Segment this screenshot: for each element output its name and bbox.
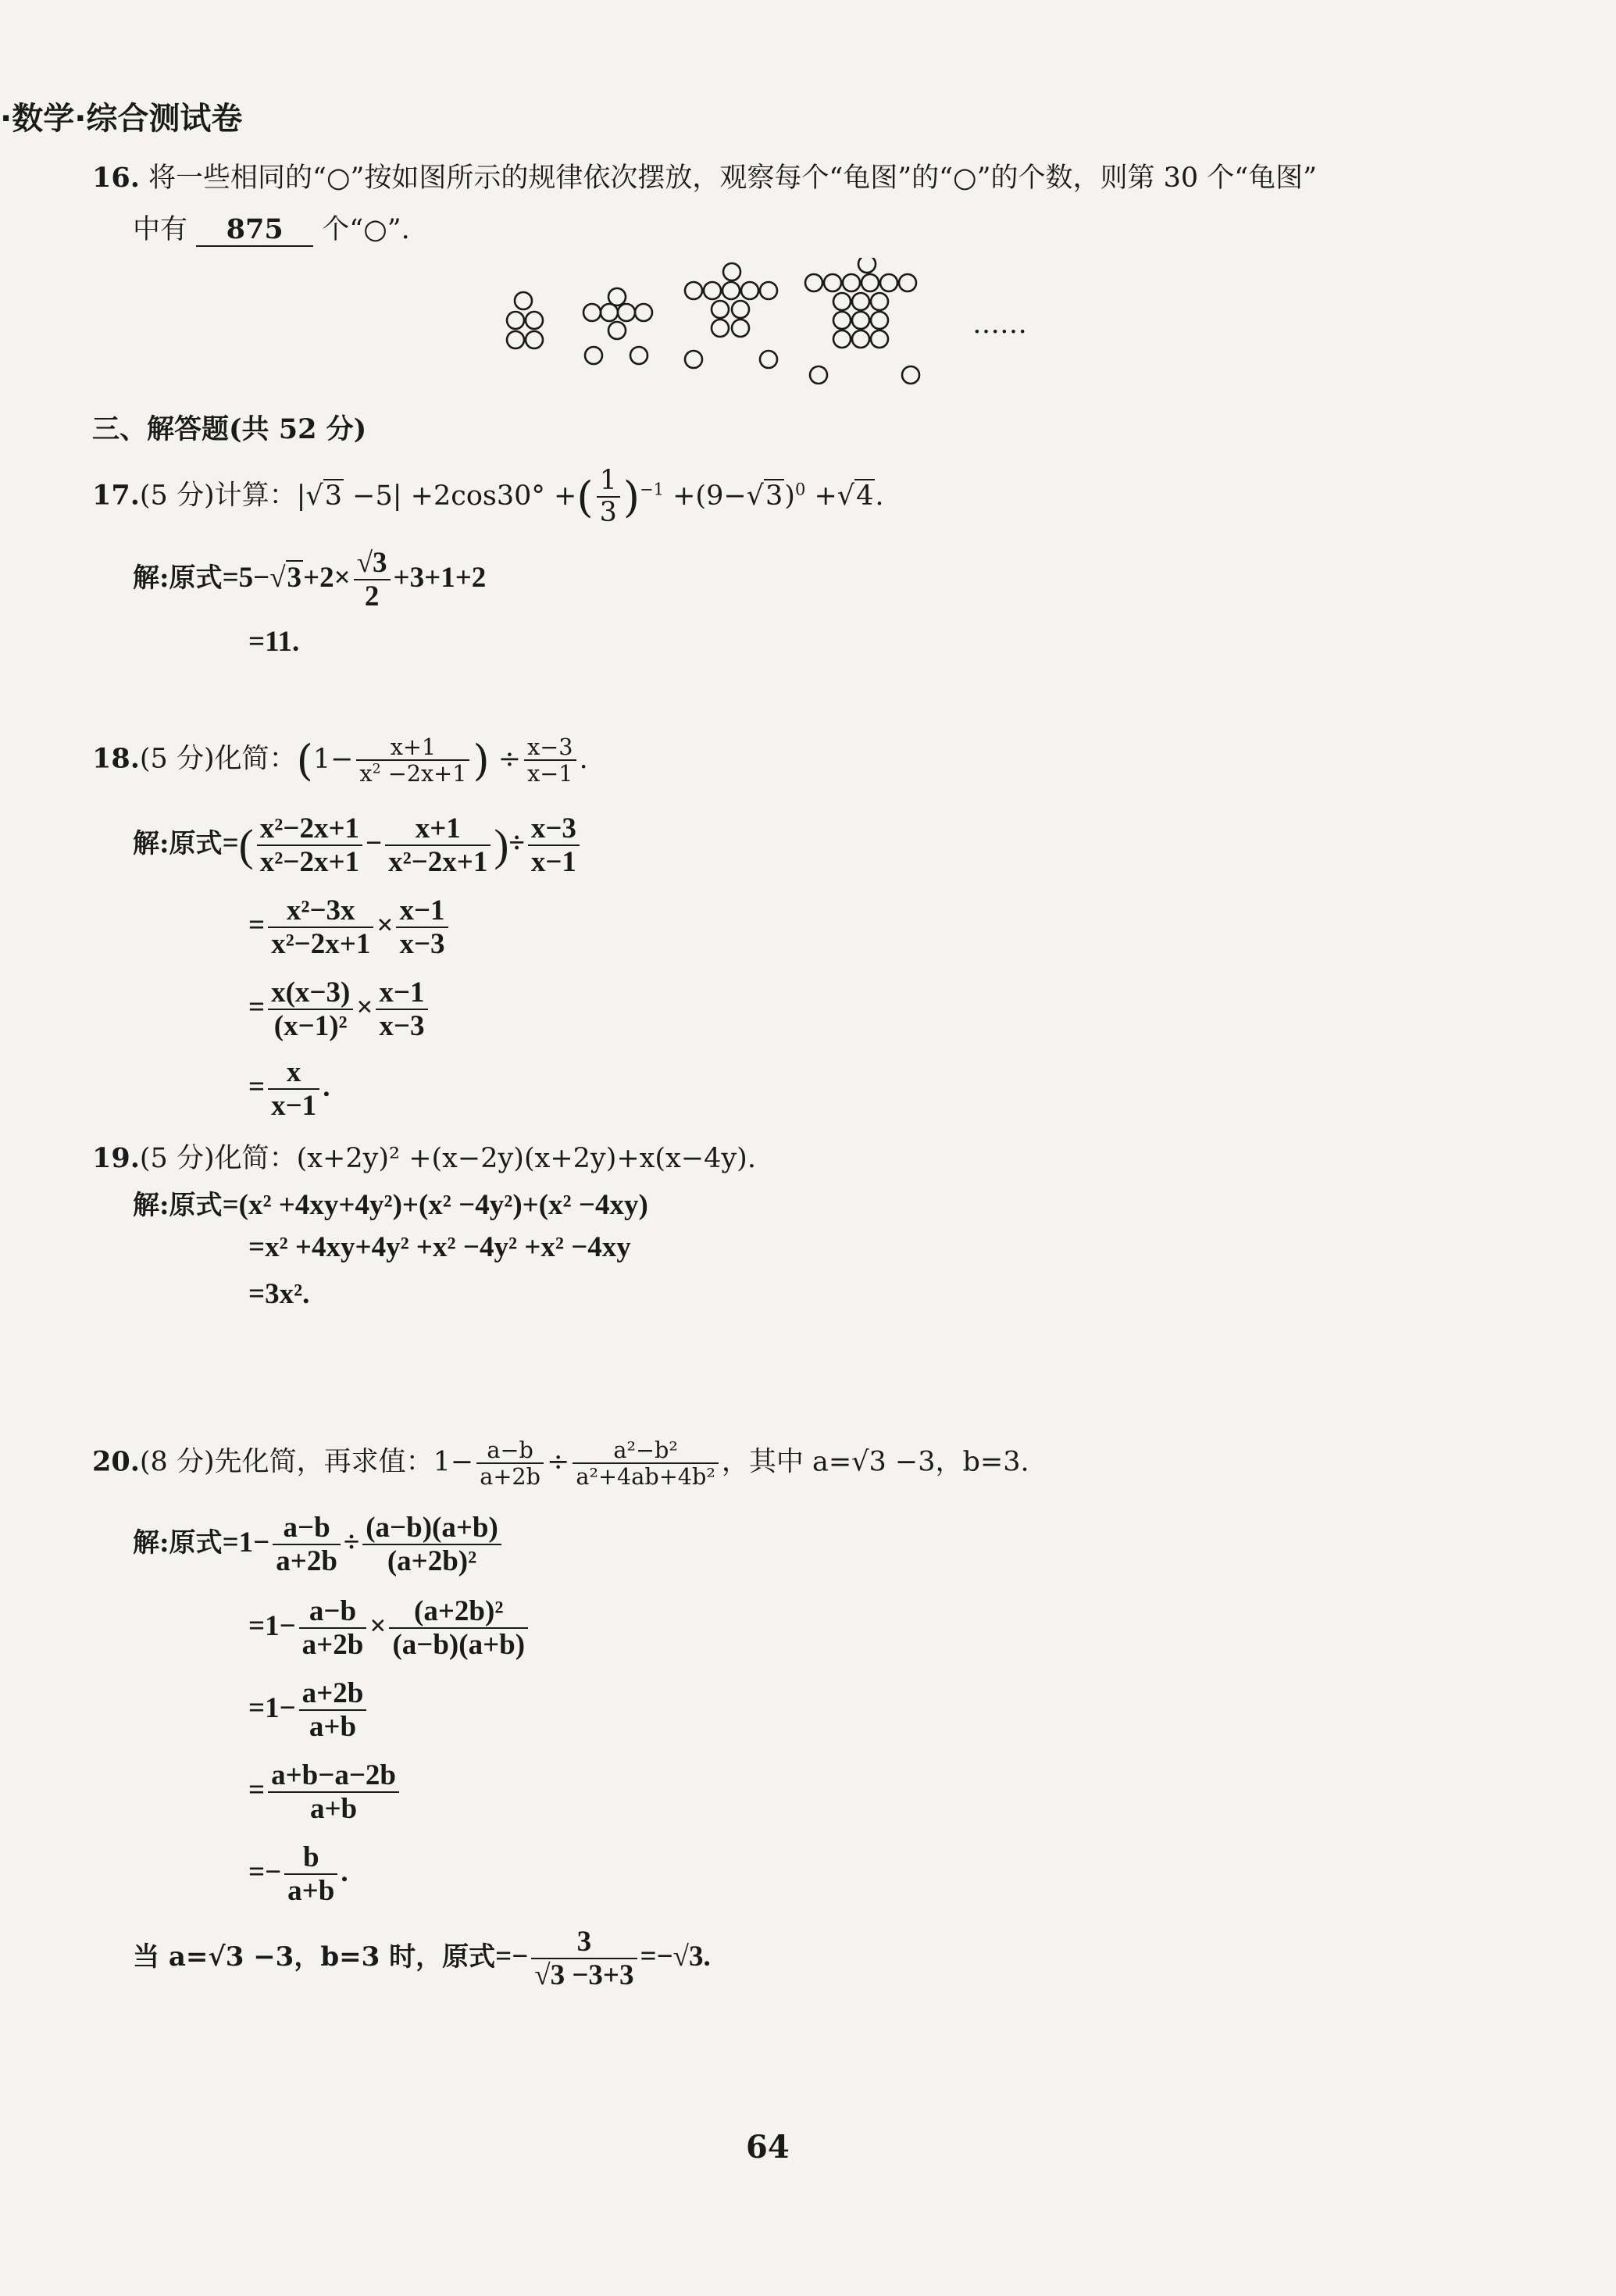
q20-s2a-num: a−b: [299, 1595, 367, 1629]
q16-number: 16.: [92, 162, 140, 194]
q18-number: 18.: [92, 742, 140, 775]
q20-s2a-den: a+2b: [301, 1629, 364, 1662]
q20-s5-den: a+b: [287, 1875, 335, 1908]
q18-f3-num: x−3: [528, 812, 580, 846]
q19-step1: [133, 1184, 648, 1222]
q18-step2: = $\frac{\text{x²−3x}}{\text{x²−2x+1}}$ × $\frac{x-1}{x-3}$: [248, 894, 451, 961]
q20-final-result: =−√3.: [640, 1940, 711, 1973]
q18-f2-den: x²−2x+1: [388, 846, 488, 879]
q17-solution-line1: 解:原式=5−√3+2× $\frac{√3}{2}$ +3+1+2: [133, 547, 487, 613]
q20-step3: =1− $\frac{a+2b}{a+b}$: [248, 1677, 369, 1744]
q18-s2b-den: x−3: [399, 928, 445, 961]
q19-step2: =x² +4xy+4y² +x² −4y² +x² −4xy: [248, 1231, 631, 1263]
q19-prompt-text: 化简：(x+2y)² +(x−2y)(x+2y)+x(x−4y).: [214, 1143, 756, 1174]
q20-s1b-den: (a+2b)²: [387, 1545, 477, 1578]
q17-prompt: [92, 466, 884, 528]
q20-s1b-num: (a−b)(a+b): [362, 1512, 501, 1545]
q20-step2: =1− $\frac{a-b}{a+2b}$ × $\frac{\text{(a+2b)²}}{(a-b)(a+b)}$: [248, 1595, 531, 1662]
q18-step1: 解:原式=( $\frac{\text{x²−2x+1}}{\text{x²−2x+1}}$ − $\frac{x+1}{\text{x²−2x+1}}$ )÷ $\frac{x-3}{x-1}$: [133, 812, 583, 879]
q18-f1-den: x²−2x+1: [259, 846, 360, 879]
q16-post: 个“○”.: [322, 214, 410, 245]
q20-number: 20.: [92, 1445, 140, 1478]
q20-step4: = $\frac{a+b-a-2b}{a+b}$: [248, 1759, 402, 1826]
q19-s1: =(x² +4xy+4y²)+(x² −4y²)+(x² −4xy): [222, 1189, 648, 1221]
q20-p-den: a+2b: [480, 1463, 541, 1491]
q20-s1a-num: a−b: [273, 1512, 341, 1545]
q18-prompt-text: 化简：: [214, 743, 297, 775]
page-number: 64: [746, 2129, 790, 2166]
q17-solution-line2: =11.: [248, 626, 300, 658]
q19-score: (5 分): [139, 1143, 215, 1174]
q16-line1: [92, 156, 1317, 195]
q20-s5-num: b: [284, 1841, 337, 1875]
q16-pre: 中有: [133, 214, 188, 245]
q18-score: (5 分): [139, 743, 215, 775]
q17-number: 17.: [92, 479, 140, 512]
q17-prompt-text: 计算：: [214, 480, 297, 512]
q19-number: 19.: [92, 1142, 140, 1174]
q20-final-den: √3 −3+3: [534, 1959, 634, 1992]
q20-final-num: 3: [531, 1926, 637, 1959]
q16-text: 将一些相同的“○”按如图所示的规律依次摆放，观察每个“龟图”的“○”的个数，则第 30 个“龟图”: [148, 162, 1318, 194]
q20-prompt: 20.(8 分)先化简，再求值：1− $\frac{a-b}{a+2b}$ ÷ $\frac{\text{a²−b²}}{\text{a²+4ab+4b²}}$ ，其中 a=√3 −3，b=3.: [92, 1437, 1029, 1491]
q20-prompt-text: 先化简，再求值：: [214, 1446, 433, 1478]
q20-p2-den: a²+4ab+4b²: [576, 1463, 715, 1491]
q18-f1-num: x²−2x+1: [257, 812, 362, 846]
q18-s4-num: x: [268, 1056, 319, 1090]
q20-step5: =− $\frac{b}{a+b}$ .: [248, 1841, 348, 1908]
q17-frac-num: √3: [354, 547, 391, 580]
q20-final-pre: 当 a=√3 −3，b=3 时，原式: [133, 1941, 496, 1973]
turtle-figure-1: [507, 292, 543, 348]
section-title: 三、解答题(共 52 分): [92, 413, 367, 445]
q18-s2-den: x²−2x+1: [271, 928, 371, 961]
q18-s3b-num: x−1: [376, 977, 427, 1010]
q18-expression: (1− $\frac{x+1}{x^2 -2x+1}$ ) ÷ $\frac{x-3}{x-1}$ .: [296, 734, 588, 787]
q17-label: 解:原式: [133, 562, 223, 594]
q20-step1: 解:原式=1− $\frac{a-b}{a+2b}$ ÷ $\frac{(a-b)(a+b)}{\text{(a+2b)²}}$: [133, 1512, 505, 1578]
q18-prompt: [92, 734, 588, 786]
q18-label: 解:原式: [133, 827, 223, 859]
q17-s1b: +2×: [303, 561, 351, 594]
q20-s3-den: a+b: [309, 1711, 357, 1744]
q18-s2-num: x²−3x: [268, 894, 373, 928]
q20-s1a-den: a+2b: [276, 1545, 337, 1578]
q20-label: 解:原式: [133, 1527, 223, 1559]
q16-answer: 875: [196, 213, 313, 247]
pattern-ellipsis: ……: [972, 309, 1027, 340]
turtle-figure-4: [805, 258, 919, 384]
q20-final: 当 a=√3 −3，b=3 时，原式=− $\frac{3}{√3 -3+3}$ =−√3.: [133, 1926, 711, 1992]
q18-s4-den: x−1: [271, 1090, 317, 1123]
q20-p2-num: a²−b²: [573, 1437, 719, 1464]
q18-f2-num: x+1: [385, 812, 491, 846]
q19-prompt: [92, 1137, 756, 1176]
q20-s2b-num: (a+2b)²: [389, 1595, 528, 1629]
q17-s1c: +3+1+2: [393, 561, 487, 594]
q20-s2b-den: (a−b)(a+b): [392, 1629, 526, 1662]
q20-s4-den: a+b: [309, 1793, 358, 1826]
q17-expression: |√3 −5| +2cos30° +( $\frac{1}{3}$ )$^{-1} +(9-√3)^0 +√4$.: [296, 465, 884, 529]
q19-step3: =3x².: [248, 1278, 310, 1310]
q18-f3-den: x−1: [530, 846, 576, 879]
turtle-figure-3: [685, 263, 777, 368]
turtle-pattern-figure: [484, 258, 1031, 398]
q17-frac-den: 2: [364, 580, 380, 613]
page-header: ·数学·综合测试卷: [0, 101, 243, 137]
q19-label: 解:原式: [133, 1190, 223, 1221]
q18-s2b-num: x−1: [396, 894, 448, 928]
q18-step3: = $\frac{x(x-3)}{\text{(x−1)²}}$ × $\frac{x-1}{x-3}$: [248, 977, 431, 1043]
turtle-figure-2: [583, 288, 652, 364]
q18-s3b-den: x−3: [379, 1010, 425, 1043]
q20-condition: ，其中 a=√3 −3，b=3.: [721, 1446, 1029, 1478]
q16-line2: [133, 208, 410, 247]
q20-s3-num: a+2b: [299, 1677, 367, 1711]
q18-step4: = $\frac{x}{x-1}$ .: [248, 1056, 330, 1123]
q17-score: (5 分): [139, 480, 215, 512]
q17-s1a: =5−: [222, 561, 270, 594]
q20-score: (8 分): [139, 1446, 215, 1478]
q18-s3-num: x(x−3): [268, 977, 353, 1010]
q18-s3-den: (x−1)²: [273, 1010, 348, 1043]
q20-s4-num: a+b−a−2b: [268, 1759, 399, 1793]
q20-p-num: a−b: [476, 1437, 544, 1464]
